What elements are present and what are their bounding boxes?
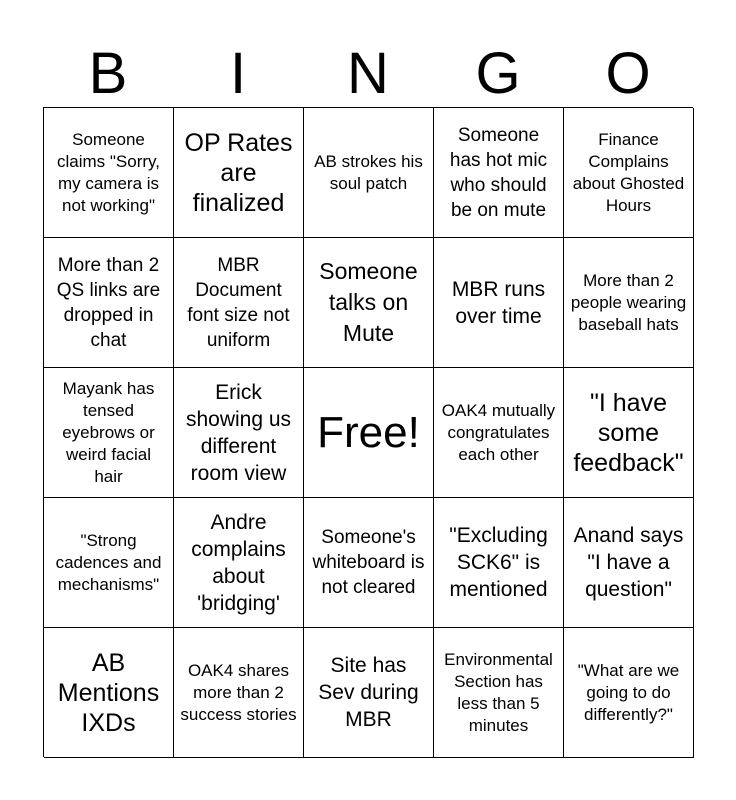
free-space-cell[interactable]: Free! xyxy=(304,368,434,498)
bingo-cell[interactable]: Someone talks on Mute xyxy=(304,238,434,368)
header-letter-n: N xyxy=(347,41,389,106)
bingo-cell[interactable]: Environmental Section has less than 5 minutes xyxy=(434,628,564,758)
bingo-cell[interactable]: Mayank has tensed eyebrows or weird facial hair xyxy=(44,368,174,498)
bingo-cell[interactable]: Erick showing us different room view xyxy=(174,368,304,498)
bingo-cell[interactable]: AB Mentions IXDs xyxy=(44,628,174,758)
bingo-cell[interactable]: "I have some feedback" xyxy=(564,368,694,498)
bingo-cell[interactable]: AB strokes his soul patch xyxy=(304,108,434,238)
bingo-cell[interactable]: Someone has hot mic who should be on mute xyxy=(434,108,564,238)
bingo-header xyxy=(43,42,693,106)
bingo-cell[interactable]: "Excluding SCK6" is mentioned xyxy=(434,498,564,628)
header-letter-b: B xyxy=(88,41,128,106)
bingo-cell[interactable]: "Strong cadences and mechanisms" xyxy=(44,498,174,628)
header-letter-i: I xyxy=(229,41,247,106)
bingo-cell[interactable]: Someone claims "Sorry, my camera is not working" xyxy=(44,108,174,238)
bingo-cell[interactable]: Someone's whiteboard is not cleared xyxy=(304,498,434,628)
bingo-cell[interactable]: Anand says "I have a question" xyxy=(564,498,694,628)
header-letter-g: G xyxy=(475,41,521,106)
bingo-cell[interactable]: OAK4 mutually congratulates each other xyxy=(434,368,564,498)
bingo-cell[interactable]: MBR runs over time xyxy=(434,238,564,368)
bingo-cell[interactable]: OP Rates are finalized xyxy=(174,108,304,238)
bingo-grid xyxy=(43,107,693,757)
bingo-cell[interactable]: Site has Sev during MBR xyxy=(304,628,434,758)
bingo-cell[interactable]: Andre complains about 'bridging' xyxy=(174,498,304,628)
bingo-cell[interactable]: More than 2 people wearing baseball hats xyxy=(564,238,694,368)
bingo-cell[interactable]: More than 2 QS links are dropped in chat xyxy=(44,238,174,368)
bingo-cell[interactable]: Finance Complains about Ghosted Hours xyxy=(564,108,694,238)
bingo-cell[interactable]: MBR Document font size not uniform xyxy=(174,238,304,368)
bingo-cell[interactable]: "What are we going to do differently?" xyxy=(564,628,694,758)
bingo-cell[interactable]: OAK4 shares more than 2 success stories xyxy=(174,628,304,758)
header-letter-o: O xyxy=(605,41,651,106)
